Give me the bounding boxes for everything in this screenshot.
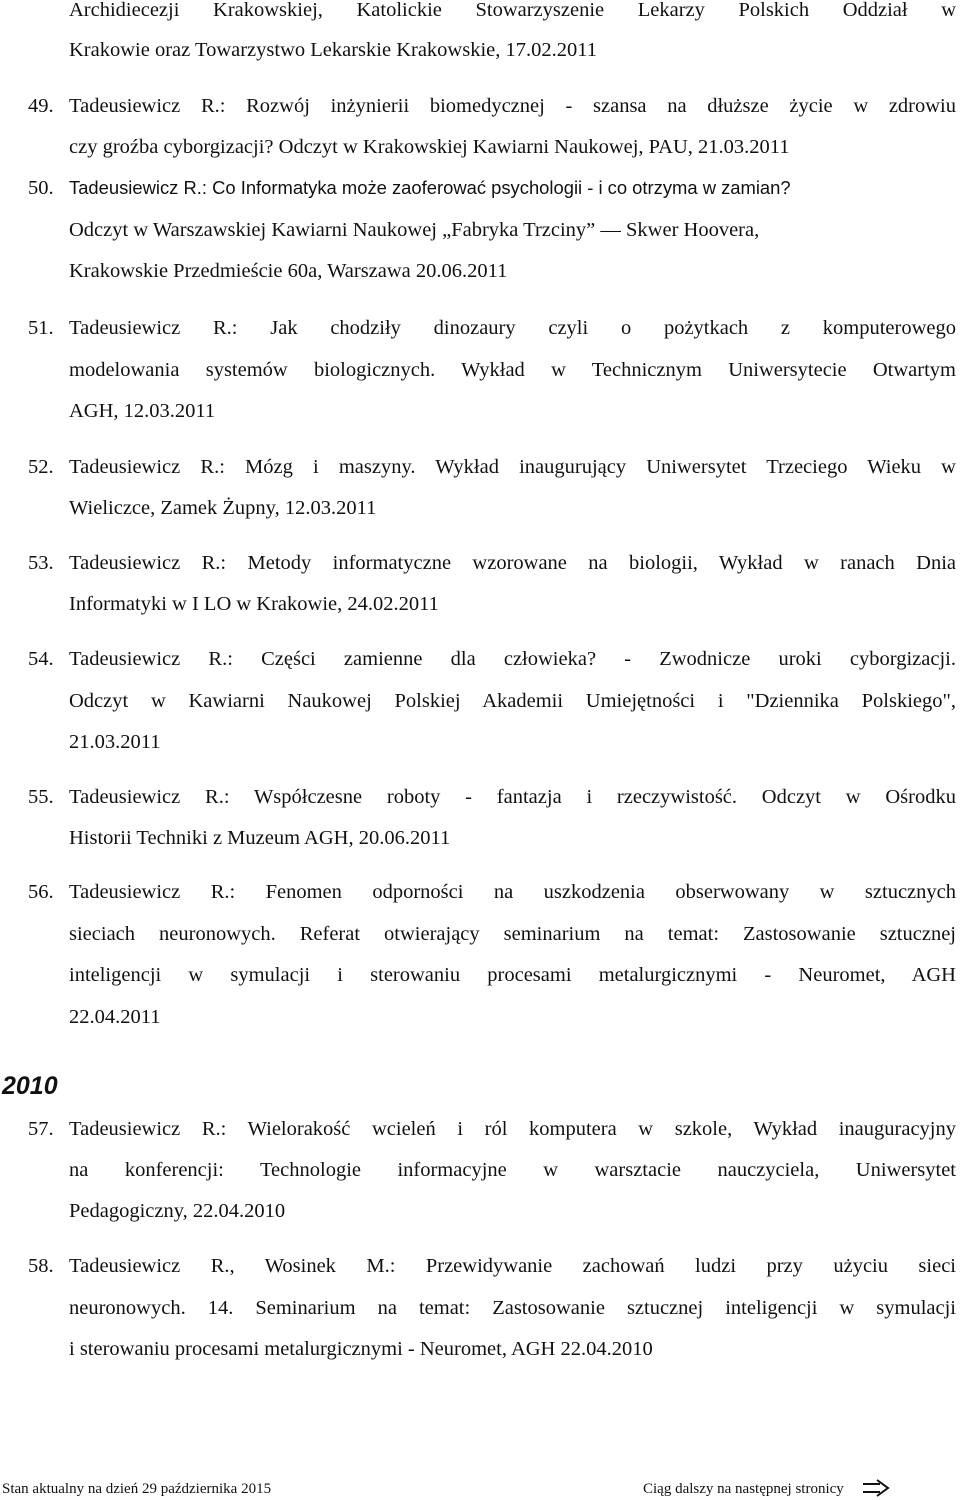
entry-text-line: Tadeusiewicz R.: Metody informatyczne wzorowane na biologii, Wykład w ranach Dnia <box>69 552 956 574</box>
entry-text-line: i sterowaniu procesami metalurgicznymi - Neuromet, AGH 22.04.2010 <box>69 1338 653 1360</box>
entry-text-line: Tadeusiewicz R.: Mózg i maszyny. Wykład inaugurujący Uniwersytet Trzeciego Wieku w <box>69 456 956 478</box>
entry-text-line: inteligencji w symulacji i sterowaniu procesami metalurgicznymi - Neuromet, AGH <box>69 964 956 986</box>
entry-text-line: Wieliczce, Zamek Żupny, 12.03.2011 <box>69 497 377 519</box>
entry-text-line: sieciach neuronowych. Referat otwierający seminarium na temat: Zastosowanie sztucznej <box>69 923 956 945</box>
entry-text-line: czy groźba cyborgizacji? Odczyt w Krakowskiej Kawiarni Naukowej, PAU, 21.03.2011 <box>69 136 790 158</box>
entry-text-line: Tadeusiewicz R.: Jak chodziły dinozaury czyli o pożytkach z komputerowego <box>69 317 956 339</box>
footer-continued-note: Ciąg dalszy na następnej stronicy <box>643 1481 844 1497</box>
double-arrow-right-icon <box>862 1478 890 1498</box>
entry-text-line: na konferencji: Technologie informacyjne w warsztacie nauczyciela, Uniwersytet <box>69 1159 956 1181</box>
entry-number: 53. <box>28 552 54 574</box>
entry-text-line: Odczyt w Kawiarni Naukowej Polskiej Akademii Umiejętności i "Dziennika Polskiego", <box>69 690 956 712</box>
entry-text-line: 21.03.2011 <box>69 731 161 753</box>
entry-number: 55. <box>28 786 54 808</box>
entry-number: 57. <box>28 1118 54 1140</box>
entry-text-line: Informatyki w I LO w Krakowie, 24.02.2011 <box>69 593 439 615</box>
entry-number: 50. <box>28 177 54 199</box>
entry-text-line: Tadeusiewicz R.: Fenomen odporności na uszkodzenia obserwowany w sztucznych <box>69 881 956 903</box>
entry-text-line: Tadeusiewicz R.: Części zamienne dla człowieka? - Zwodnicze uroki cyborgizacji. <box>69 648 956 670</box>
entry-number: 51. <box>28 317 54 339</box>
entry-text-line: AGH, 12.03.2011 <box>69 400 216 422</box>
entry-text-line: Tadeusiewicz R.: Co Informatyka może zaoferować psychologii - i co otrzyma w zamian? <box>69 177 791 198</box>
entry-text-line: Tadeusiewicz R., Wosinek M.: Przewidywanie zachowań ludzi przy użyciu sieci <box>69 1255 956 1277</box>
entry-number: 49. <box>28 95 54 117</box>
entry-text-line: Krakowie oraz Towarzystwo Lekarskie Krakowskie, 17.02.2011 <box>69 39 597 61</box>
entry-text-line: Tadeusiewicz R.: Współczesne roboty - fantazja i rzeczywistość. Odczyt w Ośrodku <box>69 786 956 808</box>
entry-text-line: Krakowskie Przedmieście 60a, Warszawa 20.06.2011 <box>69 260 508 282</box>
section-year-heading: 2010 <box>2 1072 58 1100</box>
entry-text-line: Odczyt w Warszawskiej Kawiarni Naukowej „Fabryka Trzciny” — Skwer Hoovera, <box>69 219 760 241</box>
entry-number: 52. <box>28 456 54 478</box>
entry-text-line: modelowania systemów biologicznych. Wykład w Technicznym Uniwersytecie Otwartym <box>69 359 956 381</box>
entry-number: 56. <box>28 881 54 903</box>
footer-status-date: Stan aktualny na dzień 29 października 2015 <box>2 1481 272 1497</box>
entry-text-line: Historii Techniki z Muzeum AGH, 20.06.2011 <box>69 827 451 849</box>
entry-text-line: Tadeusiewicz R.: Rozwój inżynierii biomedycznej - szansa na dłuższe życie w zdrowiu <box>69 95 956 117</box>
entry-number: 54. <box>28 648 54 670</box>
entry-text-line: Tadeusiewicz R.: Wielorakość wcieleń i ról komputera w szkole, Wykład inauguracyjny <box>69 1118 956 1140</box>
entry-text-line: neuronowych. 14. Seminarium na temat: Zastosowanie sztucznej inteligencji w symulacji <box>69 1297 956 1319</box>
entry-text-line: Archidiecezji Krakowskiej, Katolickie Stowarzyszenie Lekarzy Polskich Oddział w <box>69 0 956 21</box>
entry-number: 58. <box>28 1255 54 1277</box>
entry-text-line: Pedagogiczny, 22.04.2010 <box>69 1200 286 1222</box>
entry-text-line: 22.04.2011 <box>69 1006 161 1028</box>
